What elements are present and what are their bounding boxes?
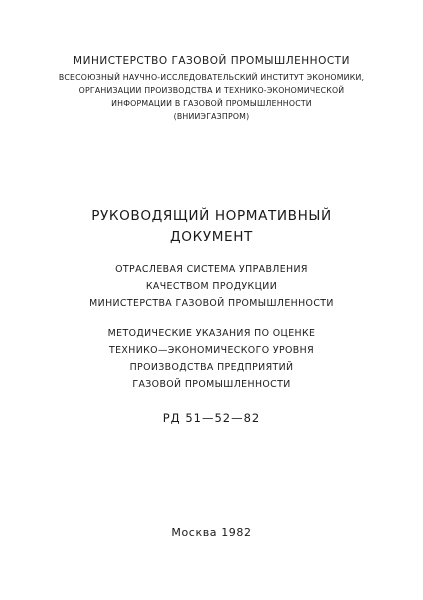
methods-title bbox=[0, 325, 423, 393]
system-line-1: ОТРАСЛЕВАЯ СИСТЕМА УПРАВЛЕНИЯ bbox=[115, 264, 308, 275]
system-line-2: КАЧЕСТВОМ ПРОДУКЦИИ bbox=[145, 281, 278, 292]
institute-line-3: ИНФОРМАЦИИ В ГАЗОВОЙ ПРОМЫШЛЕННОСТИ bbox=[111, 99, 312, 108]
institute-line-2: ОРГАНИЗАЦИИ ПРОИЗВОДСТВА И ТЕХНИКО-ЭКОНОМИЧЕСКОЙ bbox=[78, 86, 345, 95]
document-code-block bbox=[0, 410, 423, 426]
title-line-1: РУКОВОДЯЩИЙ НОРМАТИВНЫЙ bbox=[91, 208, 332, 224]
document-title bbox=[0, 206, 423, 248]
ministry-header bbox=[0, 54, 423, 123]
institute-line-4: (ВНИИЭГАЗПРОМ) bbox=[173, 112, 250, 121]
ministry-name: МИНИСТЕРСТВО ГАЗОВОЙ ПРОМЫШЛЕННОСТИ bbox=[73, 55, 350, 67]
system-title bbox=[0, 261, 423, 312]
methods-line-4: ГАЗОВОЙ ПРОМЫШЛЕННОСТИ bbox=[132, 379, 291, 390]
imprint-block bbox=[0, 525, 423, 541]
document-code: РД 51—52—82 bbox=[162, 411, 261, 425]
title-line-2: ДОКУМЕНТ bbox=[170, 229, 253, 245]
methods-line-2: ТЕХНИКО—ЭКОНОМИЧЕСКОГО УРОВНЯ bbox=[108, 345, 314, 356]
methods-line-1: МЕТОДИЧЕСКИЕ УКАЗАНИЯ ПО ОЦЕНКЕ bbox=[107, 328, 316, 339]
city-year: Москва 1982 bbox=[171, 526, 252, 539]
institute-line-1: ВСЕСОЮЗНЫЙ НАУЧНО-ИССЛЕДОВАТЕЛЬСКИЙ ИНСТИТУТ ЭКОНОМИКИ, bbox=[58, 73, 365, 82]
system-line-3: МИНИСТЕРСТВА ГАЗОВОЙ ПРОМЫШЛЕННОСТИ bbox=[89, 298, 334, 309]
methods-line-3: ПРОИЗВОДСТВА ПРЕДПРИЯТИЙ bbox=[129, 362, 294, 373]
